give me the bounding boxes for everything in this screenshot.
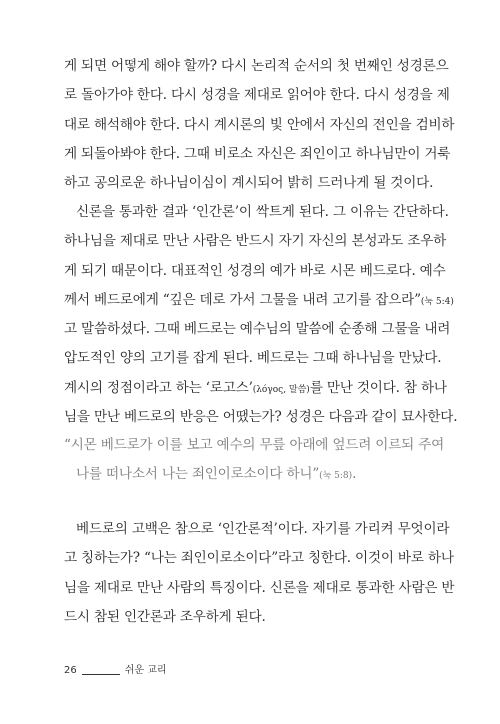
scripture-citation: (눅 5:4) xyxy=(420,296,454,307)
text-fragment: 나를 떠나소서 나는 죄인이로소이다 하니” xyxy=(76,466,320,483)
text-line: 고 말씀하셨다. 그때 베드로는 예수님의 말씀에 순종해 그물을 내려 xyxy=(64,321,451,338)
text-line: 님을 제대로 만난 사람의 특징이다. 신론을 제대로 통과한 사람은 반 xyxy=(64,579,455,596)
text-line: 압도적인 양의 고기를 잡게 된다. 베드로는 그때 하나님을 만났다. xyxy=(64,350,442,367)
text-fragment: 계시의 정점이라고 하는 ‘로고스’ xyxy=(64,379,253,396)
quote-line: “시몬 베드로가 이를 보고 예수의 무릎 아래에 엎드려 이르되 주여 xyxy=(64,437,445,453)
text-line: 대로 해석해야 한다. 다시 계시론의 빛 안에서 자신의 전인을 검비하 xyxy=(64,116,455,133)
text-line: 베드로의 고백은 참으로 ‘인간론적’이다. 자기를 가리켜 무엇이라 xyxy=(76,521,450,537)
text-line: 고 칭하는가? “나는 죄인이로소이다”라고 칭한다. 이것이 바로 하나 xyxy=(64,550,454,567)
quote-line xyxy=(64,460,436,489)
text-line: 신론을 통과한 결과 ‘인간론’이 싹트게 된다. 그 이유는 간단하다. xyxy=(76,204,449,220)
greek-term: (λόγος, 말씀) xyxy=(252,384,310,395)
text-line xyxy=(64,286,454,315)
paragraph-scripture-doctrine xyxy=(64,52,455,198)
text-line: 게 되면 어떻게 해야 할까? 다시 논리적 순서의 첫 번째인 성경론으 xyxy=(64,58,449,74)
text-line xyxy=(64,374,447,403)
text-line: 하나님을 제대로 만난 사람은 반드시 자기 자신의 본성과도 조우하 xyxy=(64,233,447,250)
book-title: 쉬운 교리 xyxy=(124,665,167,676)
text-line: 드시 참된 인간론과 조우하게 된다. xyxy=(64,608,266,625)
scripture-citation: (눅 5:8) xyxy=(319,471,353,482)
paragraph-anthropology xyxy=(64,515,455,632)
text-fragment: . xyxy=(352,466,357,483)
text-line: 게 되돌아봐야 한다. 그때 비로소 자신은 죄인이고 하나님만이 거룩 xyxy=(64,145,451,162)
text-fragment: 께서 베드로에게 “깊은 데로 가서 그물을 내려 고기를 잡으라” xyxy=(64,291,421,308)
text-line: 게 되기 때문이다. 대표적인 성경의 예가 바로 시몬 베드로다. 예수 xyxy=(64,262,446,279)
text-line: 님을 만난 베드로의 반응은 어땠는가? 성경은 다음과 같이 묘사한다. xyxy=(64,409,458,426)
text-fragment: 를 만난 것이다. 참 하나 xyxy=(309,379,447,396)
text-line: 하고 공의로운 하나님이심이 계시되어 밝히 드러나게 될 것이다. xyxy=(64,175,434,192)
scripture-quote xyxy=(64,431,445,490)
footer-rule xyxy=(82,674,120,675)
page-footer xyxy=(64,664,167,678)
paragraph-peter-encounter xyxy=(64,198,458,432)
page-number: 26 xyxy=(64,665,77,676)
text-line: 로 돌아가야 한다. 다시 성경을 제대로 읽어야 한다. 다시 성경을 제 xyxy=(64,87,450,104)
